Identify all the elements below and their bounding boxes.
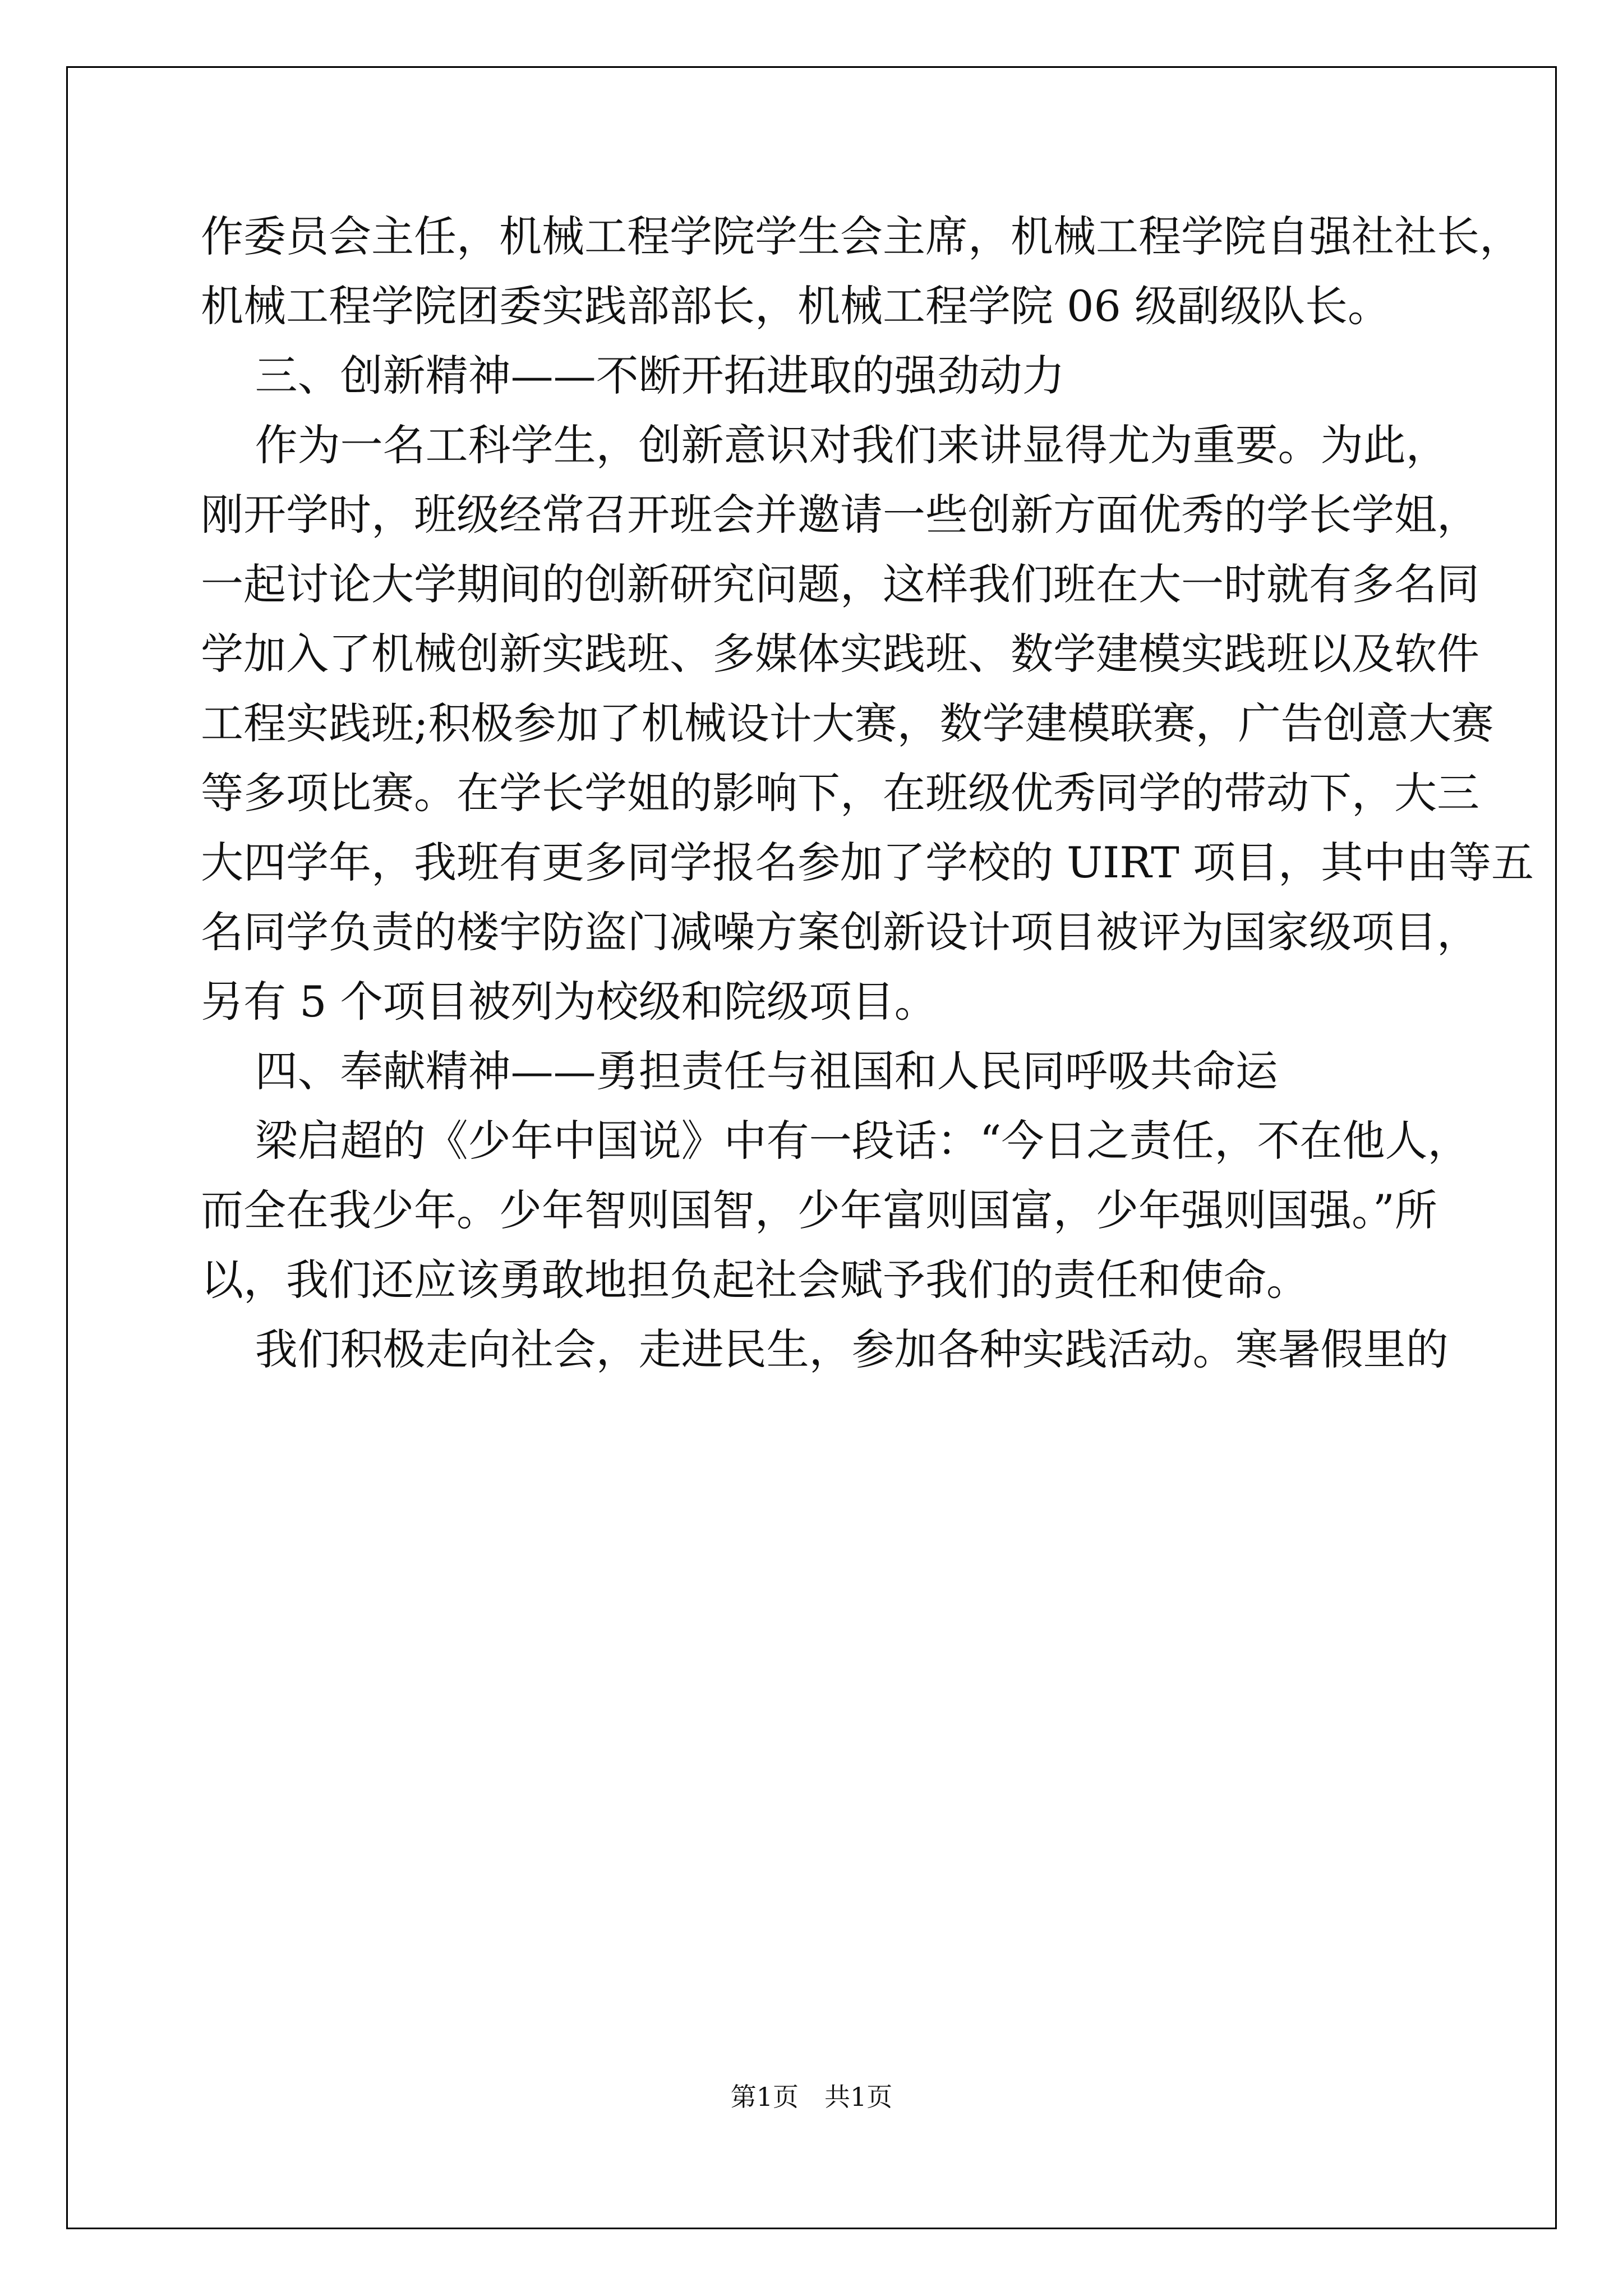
section-heading: 三、创新精神——不断开拓进取的强劲动力 [201, 351, 1065, 401]
document-body [201, 202, 1534, 1384]
text-line: 等多项比赛。在学长学姐的影响下，在班级优秀同学的带动下，大三 [201, 768, 1479, 818]
text-line: 另有 5 个项目被列为校级和院级项目。 [201, 977, 937, 1027]
text-line: 梁启超的《少年中国说》中有一段话：“今日之责任，不在他人， [201, 1116, 1470, 1166]
section-heading: 四、奉献精神——勇担责任与祖国和人民同呼吸共命运 [201, 1046, 1278, 1096]
text-line: 工程实践班;积极参加了机械设计大赛，数学建模联赛，广告创意大赛 [201, 698, 1494, 748]
text-line: 我们积极走向社会，走进民生，参加各种实践活动。寒暑假里的 [201, 1324, 1449, 1374]
text-line: 作为一名工科学生，创新意识对我们来讲显得尤为重要。为此， [201, 420, 1449, 470]
text-line: 而全在我少年。少年智则国智，少年富则国富，少年强则国强。”所 [201, 1185, 1437, 1235]
text-line: 机械工程学院团委实践部部长，机械工程学院 06 级副级队长。 [201, 281, 1391, 331]
text-line: 刚开学时，班级经常召开班会并邀请一些创新方面优秀的学长学姐， [201, 490, 1479, 540]
text-line: 学加入了机械创新实践班、多媒体实践班、数学建模实践班以及软件 [201, 629, 1479, 679]
text-line: 大四学年，我班有更多同学报名参加了学校的 UIRT 项目，其中由等五 [201, 838, 1534, 887]
text-line: 一起讨论大学期间的创新研究问题，这样我们班在大一时就有多名同 [201, 559, 1479, 609]
page-footer: 第1页 共1页 [730, 2082, 893, 2112]
text-line: 名同学负责的楼宇防盗门减噪方案创新设计项目被评为国家级项目， [201, 907, 1479, 957]
text-line: 以，我们还应该勇敢地担负起社会赋予我们的责任和使命。 [201, 1255, 1309, 1305]
text-line: 作委员会主任，机械工程学院学生会主席，机械工程学院自强社社长， [201, 211, 1522, 261]
